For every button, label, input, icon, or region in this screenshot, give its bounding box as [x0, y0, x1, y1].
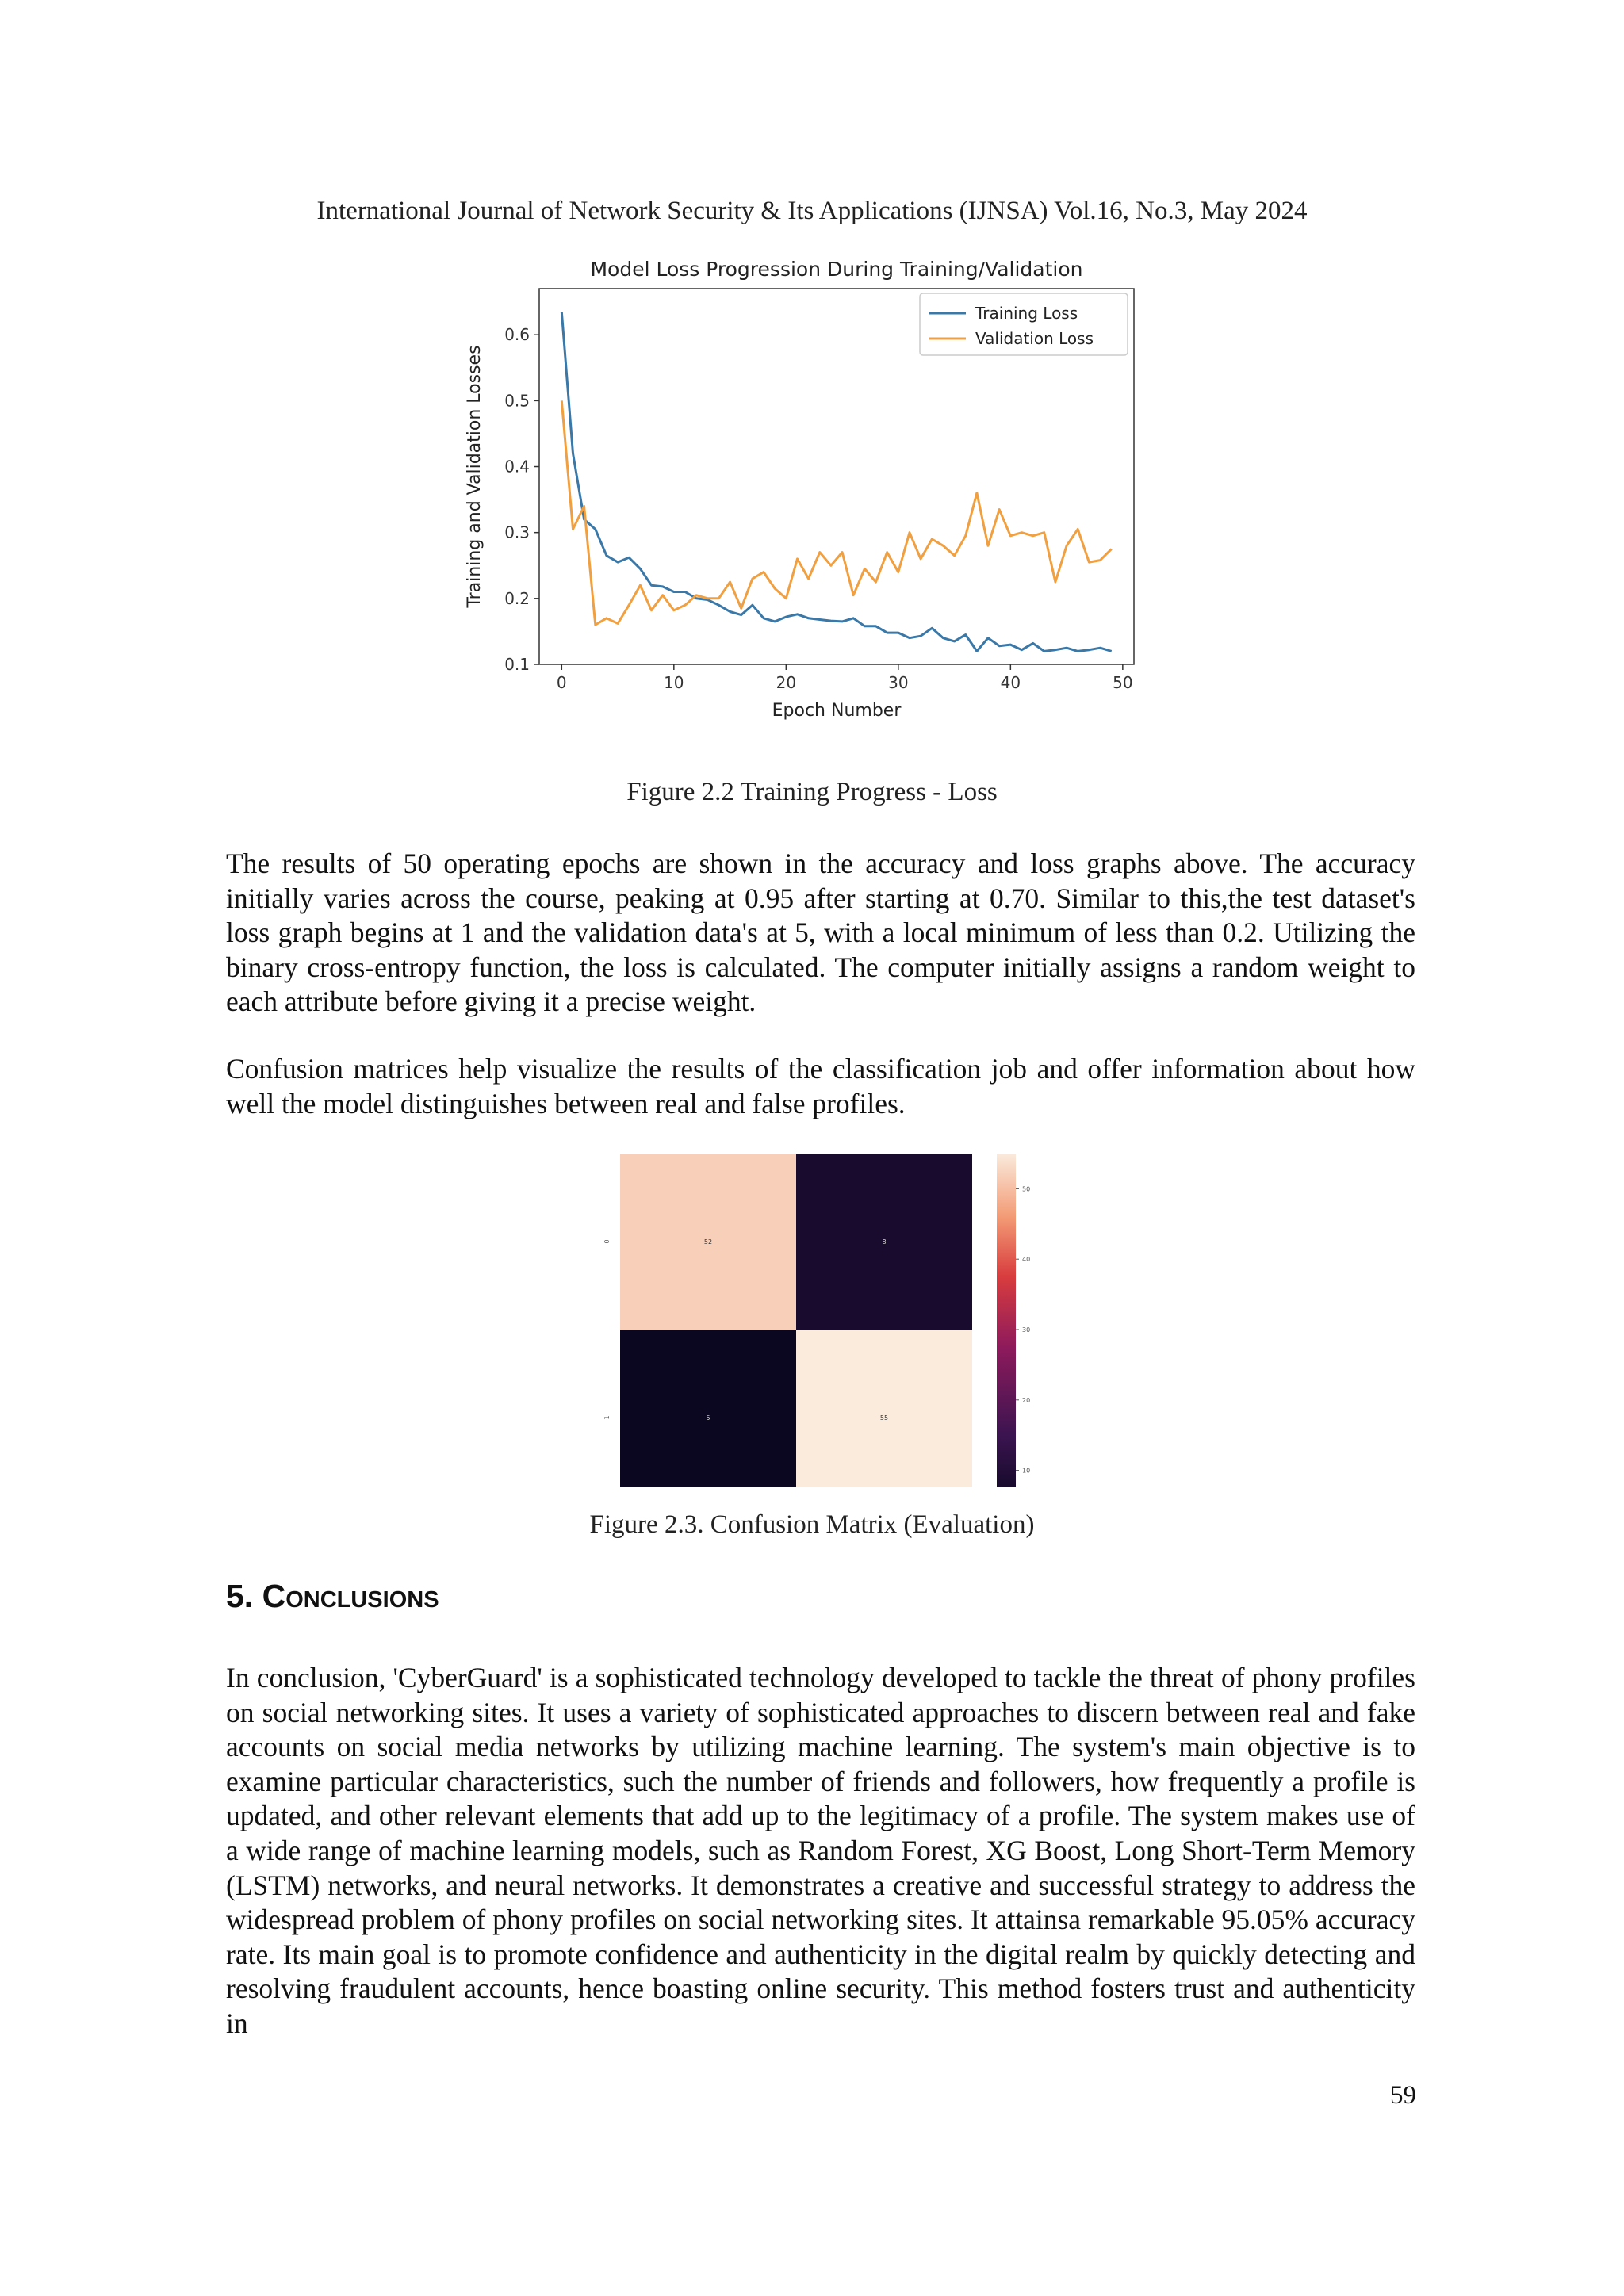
x-tick-label: 30 [888, 673, 909, 692]
x-tick-label: 40 [1000, 673, 1021, 692]
x-tick-label: 0 [556, 673, 567, 692]
loss-chart [456, 252, 1146, 728]
colorbar-tick-label: 30 [1022, 1326, 1031, 1334]
cell-value-label: 5 [706, 1414, 710, 1422]
matrix-cell [620, 1330, 796, 1487]
results-paragraph: The results of 50 operating epochs are shown in the accuracy and loss graphs above. The accuracy initially varies across the course, peaking at 0.95 after starting at 0.70. Similar to this,the test dataset's loss graph begins at 1 and the validation data's at 5, with a local minimum of less than 0.2. Utilizing the binary cross-entropy function, the loss is calculated. The computer initially assigns a random weight to each attribute before giving it a precise weight. [226, 848, 1415, 1018]
section-heading-conclusions: 5. Conclusions [226, 1578, 439, 1614]
colorbar-tick-label: 40 [1022, 1256, 1031, 1264]
cell-value-label: 8 [882, 1238, 887, 1246]
legend-label: Training Loss [975, 304, 1078, 323]
legend-label: Validation Loss [975, 329, 1094, 348]
colorbar-tick-label: 50 [1022, 1185, 1031, 1193]
cell-value-label: 55 [879, 1414, 889, 1422]
cm-y-tick-label: 0 [603, 1239, 611, 1244]
colorbar [997, 1154, 1016, 1487]
y-tick-label: 0.5 [504, 391, 530, 411]
figure-2-3-caption: Figure 2.3. Confusion Matrix (Evaluation) [589, 1510, 1035, 1539]
chart-title: Model Loss Progression During Training/Validation [590, 258, 1083, 281]
y-tick-label: 0.2 [504, 588, 530, 608]
matrix-cell [796, 1330, 972, 1487]
y-tick-label: 0.1 [504, 655, 530, 674]
conclusion-paragraph: In conclusion, 'CyberGuard' is a sophisticated technology developed to tackle the threat of phony profiles on social networking sites. It uses a variety of sophisticated approaches to discern between real and fake accounts on social media networks by utilizing machine learning. The system's main objective is to examine particular characteristics, such the number of friends and followers, how frequently a profile is updated, and other relevant elements that add up to the legitimacy of a profile. The system makes use of a wide range of machine learning models, such as Random Forest, XG Boost, Long Short-Term Memory (LSTM) networks, and neural networks. It demonstrates a creative and successful strategy to address the widespread problem of phony profiles on social networking sites. It attainsa remarkable 95.05% accuracy rate. Its main goal is to promote confidence and authenticity in the digital realm by quickly detecting and resolving fraudulent accounts, hence boasting online security. This method fosters trust and authenticity in [226, 1662, 1415, 2039]
running-header: International Journal of Network Security & Its Applications (IJNSA) Vol.16, No.3, May 2024 [316, 197, 1308, 225]
page-number: 59 [1390, 2081, 1416, 2110]
x-tick-label: 10 [664, 673, 684, 692]
y-tick-label: 0.6 [504, 325, 530, 345]
figure-2-2-caption: Figure 2.2 Training Progress - Loss [626, 778, 998, 806]
y-tick-label: 0.4 [504, 457, 530, 476]
y-tick-label: 0.3 [504, 522, 530, 542]
x-axis-label: Epoch Number [772, 701, 902, 721]
series-line-training [561, 312, 1111, 651]
confusion-matrix-chart [583, 1146, 1035, 1487]
cm-y-tick-label: 1 [603, 1415, 611, 1420]
colorbar-tick-label: 10 [1022, 1467, 1031, 1475]
colorbar-tick-label: 20 [1022, 1396, 1031, 1404]
confusion-intro-paragraph: Confusion matrices help visualize the results of the classification job and offer information about how well the model distinguishes between real and false profiles. [226, 1053, 1415, 1119]
cell-value-label: 52 [703, 1238, 713, 1246]
x-tick-label: 50 [1113, 673, 1133, 692]
series-line-validation [561, 400, 1111, 625]
y-axis-label: Training and Validation Losses [465, 345, 485, 608]
x-tick-label: 20 [776, 673, 797, 692]
